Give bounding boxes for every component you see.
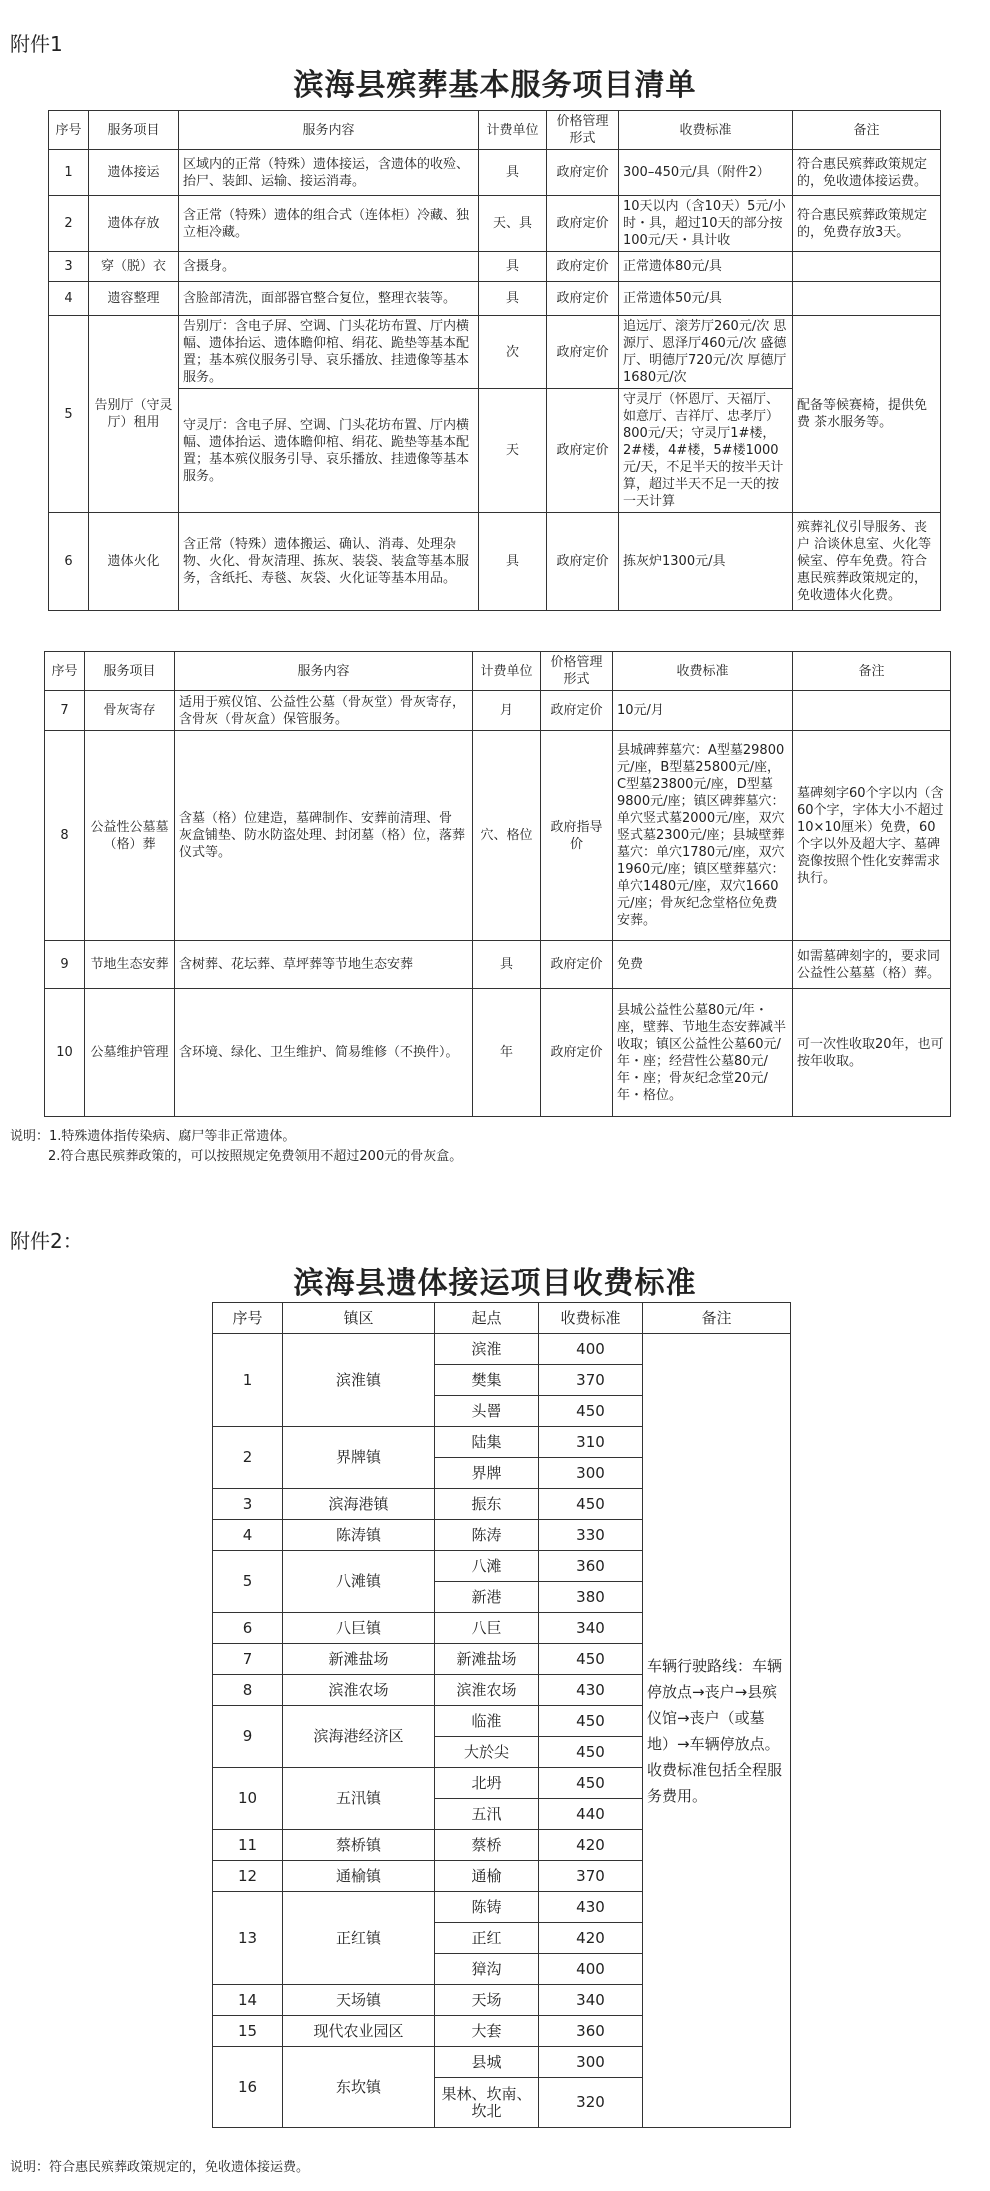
- cell-no: 2: [49, 196, 89, 252]
- cell-item: 公墓维护管理: [85, 989, 175, 1117]
- cell-remark: 符合惠民殡葬政策规定的，免费存放3天。: [793, 196, 941, 252]
- cell-unit: 月: [473, 691, 541, 731]
- cell-content: 守灵厅：含电子屏、空调、门头花坊布置、厅内横幅、遗体抬运、遗体瞻仰棺、绢花、跪垫等基本配置；基本殡仪服务引导、哀乐播放、挂遗像等基本服务。: [179, 389, 479, 513]
- table-row: [49, 513, 941, 611]
- page-title-2: 滨海县遗体接运项目收费标准: [293, 1266, 697, 1301]
- table-row: [45, 941, 951, 989]
- header-content: 服务内容: [175, 652, 473, 691]
- cell-content: 含正常（特殊）遗体的组合式（连体柜）冷藏、独立柜冷藏。: [179, 196, 479, 252]
- cell-town: 蔡桥镇: [283, 1830, 435, 1861]
- cell-origin: 陆集: [435, 1427, 539, 1458]
- cell-origin: 通榆: [435, 1861, 539, 1892]
- cell-no: 7: [45, 691, 85, 731]
- cell-standard: 县城碑葬墓穴：A型墓29800元/座，B型墓25800元/座，C型墓23800元/座，D型墓9800元/座；镇区碑葬墓穴：单穴竖式墓2000元/座，双穴竖式墓2300元/座；县城壁葬墓穴：单穴1780元/座，双穴1960元/座；镇区壁葬墓穴：单穴1480元/座，双穴1660元/座；骨灰纪念堂格位免费安葬。: [613, 731, 793, 941]
- cell-origin: 大套: [435, 2016, 539, 2047]
- cell-no: 10: [45, 989, 85, 1117]
- cell-standard: 拣灰炉1300元/具: [619, 513, 793, 611]
- cell-town: 天场镇: [283, 1985, 435, 2016]
- header-item: 服务项目: [85, 652, 175, 691]
- cell-fee: 340: [539, 1613, 643, 1644]
- cell-fee: 420: [539, 1830, 643, 1861]
- cell-town: 滨海港经济区: [283, 1706, 435, 1768]
- table-row: [45, 731, 951, 941]
- header-no: 序号: [213, 1303, 283, 1334]
- cell-town: 陈涛镇: [283, 1520, 435, 1551]
- cell-item: 遗体火化: [89, 513, 179, 611]
- table-row: [49, 252, 941, 282]
- cell-remark: [793, 282, 941, 316]
- cell-mgmt: 政府定价: [547, 150, 619, 196]
- cell-standard: 追远厅、滚芳厅260元/次 思源厅、恩泽厅460元/次 盛德厅、明德厅720元/次 厚德厅1680元/次: [619, 316, 793, 389]
- cell-standard: 正常遗体80元/具: [619, 252, 793, 282]
- cell-fee: 300: [539, 2047, 643, 2078]
- table-row: [49, 150, 941, 196]
- cell-no: 4: [49, 282, 89, 316]
- cell-unit: 天: [479, 389, 547, 513]
- cell-no: 9: [45, 941, 85, 989]
- cell-remark: 如需墓碑刻字的，要求同公益性公墓墓（格）葬。: [793, 941, 951, 989]
- cell-no: 15: [213, 2016, 283, 2047]
- cell-origin: 天场: [435, 1985, 539, 2016]
- cell-no: 8: [45, 731, 85, 941]
- cell-unit: 具: [479, 150, 547, 196]
- cell-fee: 370: [539, 1365, 643, 1396]
- cell-origin: 正红: [435, 1923, 539, 1954]
- cell-fee: 440: [539, 1799, 643, 1830]
- cell-fee: 450: [539, 1644, 643, 1675]
- cell-no: 7: [213, 1644, 283, 1675]
- cell-origin: 五汛: [435, 1799, 539, 1830]
- transport-fee-table: [212, 1302, 791, 2128]
- cell-no: 6: [213, 1613, 283, 1644]
- header-standard: 收费标准: [619, 111, 793, 150]
- header-remark: 备注: [643, 1303, 791, 1334]
- cell-origin: 八巨: [435, 1613, 539, 1644]
- page-title-1: 滨海县殡葬基本服务项目清单: [293, 68, 697, 103]
- cell-remark: [793, 252, 941, 282]
- header-town: 镇区: [283, 1303, 435, 1334]
- cell-origin: 县城: [435, 2047, 539, 2078]
- cell-remark: 配备等候赛椅，提供免费 茶水服务等。: [793, 316, 941, 513]
- cell-no: 16: [213, 2047, 283, 2128]
- cell-origin: 临淮: [435, 1706, 539, 1737]
- cell-origin: 蔡桥: [435, 1830, 539, 1861]
- cell-origin: 八滩: [435, 1551, 539, 1582]
- cell-no: 4: [213, 1520, 283, 1551]
- cell-no: 12: [213, 1861, 283, 1892]
- cell-content: 含摄身。: [179, 252, 479, 282]
- cell-fee: 450: [539, 1768, 643, 1799]
- cell-content: 含环境、绿化、卫生维护、简易维修（不换件）。: [175, 989, 473, 1117]
- cell-remark: 墓碑刻字60个字以内（含 60个字，字体大小不超过 10×10厘米）免费，60个字以外及超大字、墓碑瓷像按照个性化安葬需求执行。: [793, 731, 951, 941]
- cell-item: 遗体存放: [89, 196, 179, 252]
- cell-origin: 振东: [435, 1489, 539, 1520]
- cell-unit: 年: [473, 989, 541, 1117]
- cell-standard: 守灵厅（怀恩厅、天福厅、如意厅、吉祥厅、忠孝厅）800元/天；守灵厅1#楼，2#楼，4#楼，5#楼1000元/天，不足半天的按半天计算，超过半天不足一天的按一天计算: [619, 389, 793, 513]
- cell-mgmt: 政府定价: [541, 941, 613, 989]
- cell-mgmt: 政府定价: [547, 316, 619, 389]
- cell-origin: 新滩盐场: [435, 1644, 539, 1675]
- cell-remark: 殡葬礼仪引导服务、丧户 洽谈休息室、火化等候室、停车免费。符合惠民殡葬政策规定的，免收遗体火化费。: [793, 513, 941, 611]
- cell-origin: 大於尖: [435, 1737, 539, 1768]
- cell-origin: 新港: [435, 1582, 539, 1613]
- cell-item: 穿（脱）衣: [89, 252, 179, 282]
- note-2: 2.符合惠民殡葬政策的，可以按照规定免费领用不超过200元的骨灰盒。: [48, 1149, 463, 1164]
- cell-fee: 380: [539, 1582, 643, 1613]
- cell-fee: 420: [539, 1923, 643, 1954]
- cell-unit: 具: [479, 252, 547, 282]
- cell-no: 5: [49, 316, 89, 513]
- cell-origin: 滨淮: [435, 1334, 539, 1365]
- cell-standard: 300–450元/具（附件2）: [619, 150, 793, 196]
- cell-standard: 免费: [613, 941, 793, 989]
- cell-unit: 具: [479, 282, 547, 316]
- cell-town: 界牌镇: [283, 1427, 435, 1489]
- header-no: 序号: [49, 111, 89, 150]
- cell-fee: 400: [539, 1334, 643, 1365]
- cell-content: 告别厅：含电子屏、空调、门头花坊布置、厅内横幅、遗体抬运、遗体瞻仰棺、绢花、跪垫等基本配置；基本殡仪服务引导、哀乐播放、挂遗像等基本服务。: [179, 316, 479, 389]
- cell-fee: 360: [539, 1551, 643, 1582]
- cell-town: 东坎镇: [283, 2047, 435, 2128]
- header-standard: 收费标准: [613, 652, 793, 691]
- cell-content: 含树葬、花坛葬、草坪葬等节地生态安葬: [175, 941, 473, 989]
- service-table-2: [44, 651, 951, 1117]
- cell-unit: 天、具: [479, 196, 547, 252]
- cell-content: 含墓（格）位建造，墓碑制作、安葬前清理、骨 灰盒铺垫、防水防盗处理、封闭墓（格）位，落葬仪式等。: [175, 731, 473, 941]
- cell-fee: 310: [539, 1427, 643, 1458]
- cell-standard: 县城公益性公墓80元/年・座，壁葬、节地生态安葬减半收取；镇区公益性公墓60元/年・座；经营性公墓80元/年・座；骨灰纪念堂20元/年・格位。: [613, 989, 793, 1117]
- header-item: 服务项目: [89, 111, 179, 150]
- cell-unit: 具: [479, 513, 547, 611]
- cell-town: 滨淮镇: [283, 1334, 435, 1427]
- cell-content: 适用于殡仪馆、公益性公墓（骨灰堂）骨灰寄存，含骨灰（骨灰盒）保管服务。: [175, 691, 473, 731]
- cell-town: 八巨镇: [283, 1613, 435, 1644]
- cell-fee: 370: [539, 1861, 643, 1892]
- cell-town: 正红镇: [283, 1892, 435, 1985]
- cell-origin: 樊集: [435, 1365, 539, 1396]
- cell-fee: 340: [539, 1985, 643, 2016]
- cell-origin: 头罾: [435, 1396, 539, 1427]
- cell-origin: 北坍: [435, 1768, 539, 1799]
- header-content: 服务内容: [179, 111, 479, 150]
- cell-origin: 果林、坎南、坎北: [435, 2078, 539, 2128]
- cell-fee: 430: [539, 1892, 643, 1923]
- cell-no: 1: [49, 150, 89, 196]
- header-remark: 备注: [793, 111, 941, 150]
- attachment2-label: 附件2：: [10, 1229, 83, 1253]
- table-row: [213, 1334, 791, 1365]
- cell-town: 滨海港镇: [283, 1489, 435, 1520]
- cell-fee: 430: [539, 1675, 643, 1706]
- table-row: [49, 196, 941, 252]
- cell-content: 含脸部清洗，面部器官整合复位，整理衣装等。: [179, 282, 479, 316]
- cell-unit: 具: [473, 941, 541, 989]
- cell-no: 1: [213, 1334, 283, 1427]
- service-table-1: [48, 110, 941, 611]
- header-unit: 计费单位: [479, 111, 547, 150]
- header-price-mgmt: 价格管理形式: [541, 652, 613, 691]
- cell-town: 现代农业园区: [283, 2016, 435, 2047]
- cell-mgmt: 政府定价: [547, 389, 619, 513]
- cell-no: 13: [213, 1892, 283, 1985]
- cell-no: 6: [49, 513, 89, 611]
- cell-item: 骨灰寄存: [85, 691, 175, 731]
- header-fee: 收费标准: [539, 1303, 643, 1334]
- cell-town: 新滩盐场: [283, 1644, 435, 1675]
- cell-remark: 可一次性收取20年，也可按年收取。: [793, 989, 951, 1117]
- header-price-mgmt: 价格管理形式: [547, 111, 619, 150]
- header-remark: 备注: [793, 652, 951, 691]
- cell-mgmt: 政府定价: [547, 282, 619, 316]
- cell-remark: 车辆行驶路线：车辆停放点→丧户→县殡仪馆→丧户（或墓地）→车辆停放点。收费标准包括全程服务费用。: [643, 1334, 791, 2128]
- cell-item: 公益性公墓墓（格）葬: [85, 731, 175, 941]
- table-row: [49, 316, 941, 389]
- cell-standard: 10元/月: [613, 691, 793, 731]
- cell-standard: 10天以内（含10天）5元/小时・具，超过10天的部分按100元/天・具计收: [619, 196, 793, 252]
- cell-fee: 360: [539, 2016, 643, 2047]
- cell-content: 含正常（特殊）遗体搬运、确认、消毒、处理杂物、火化、骨灰清理、拣灰、装袋、装盒等基本服务，含纸托、寿毯、灰袋、火化证等基本用品。: [179, 513, 479, 611]
- cell-item: 节地生态安葬: [85, 941, 175, 989]
- note-1: 说明：1.特殊遗体指传染病、腐尸等非正常遗体。: [10, 1129, 296, 1144]
- cell-no: 9: [213, 1706, 283, 1768]
- cell-mgmt: 政府定价: [541, 691, 613, 731]
- cell-fee: 400: [539, 1954, 643, 1985]
- table-row: [45, 691, 951, 731]
- cell-standard: 正常遗体50元/具: [619, 282, 793, 316]
- cell-fee: 330: [539, 1520, 643, 1551]
- cell-origin: 陈铸: [435, 1892, 539, 1923]
- attachment1-label: 附件1: [10, 32, 63, 56]
- cell-content: 区域内的正常（特殊）遗体接运，含遗体的收殓、抬尸、装卸、运输、接运消毒。: [179, 150, 479, 196]
- cell-item: 遗体接运: [89, 150, 179, 196]
- cell-item: 告别厅（守灵厅）租用: [89, 316, 179, 513]
- cell-town: 滨淮农场: [283, 1675, 435, 1706]
- cell-mgmt: 政府定价: [541, 989, 613, 1117]
- cell-no: 3: [49, 252, 89, 282]
- cell-origin: 獐沟: [435, 1954, 539, 1985]
- header-no: 序号: [45, 652, 85, 691]
- cell-remark: 符合惠民殡葬政策规定的，免收遗体接运费。: [793, 150, 941, 196]
- table-row: [45, 989, 951, 1117]
- table-row: [49, 282, 941, 316]
- cell-mgmt: 政府定价: [547, 196, 619, 252]
- cell-item: 遗容整理: [89, 282, 179, 316]
- cell-origin: 陈涛: [435, 1520, 539, 1551]
- cell-remark: [793, 691, 951, 731]
- note-3: 说明：符合惠民殡葬政策规定的，免收遗体接运费。: [10, 2160, 310, 2175]
- cell-unit: 穴、格位: [473, 731, 541, 941]
- cell-origin: 界牌: [435, 1458, 539, 1489]
- cell-fee: 450: [539, 1489, 643, 1520]
- cell-town: 通榆镇: [283, 1861, 435, 1892]
- cell-unit: 次: [479, 316, 547, 389]
- header-origin: 起点: [435, 1303, 539, 1334]
- cell-no: 11: [213, 1830, 283, 1861]
- cell-town: 五汛镇: [283, 1768, 435, 1830]
- cell-fee: 450: [539, 1737, 643, 1768]
- cell-fee: 300: [539, 1458, 643, 1489]
- cell-no: 5: [213, 1551, 283, 1613]
- cell-fee: 320: [539, 2078, 643, 2128]
- cell-no: 2: [213, 1427, 283, 1489]
- cell-fee: 450: [539, 1706, 643, 1737]
- cell-mgmt: 政府定价: [547, 252, 619, 282]
- cell-mgmt: 政府定价: [547, 513, 619, 611]
- cell-town: 八滩镇: [283, 1551, 435, 1613]
- cell-no: 8: [213, 1675, 283, 1706]
- header-unit: 计费单位: [473, 652, 541, 691]
- cell-fee: 450: [539, 1396, 643, 1427]
- cell-no: 10: [213, 1768, 283, 1830]
- cell-no: 14: [213, 1985, 283, 2016]
- cell-origin: 滨淮农场: [435, 1675, 539, 1706]
- cell-mgmt: 政府指导价: [541, 731, 613, 941]
- cell-no: 3: [213, 1489, 283, 1520]
